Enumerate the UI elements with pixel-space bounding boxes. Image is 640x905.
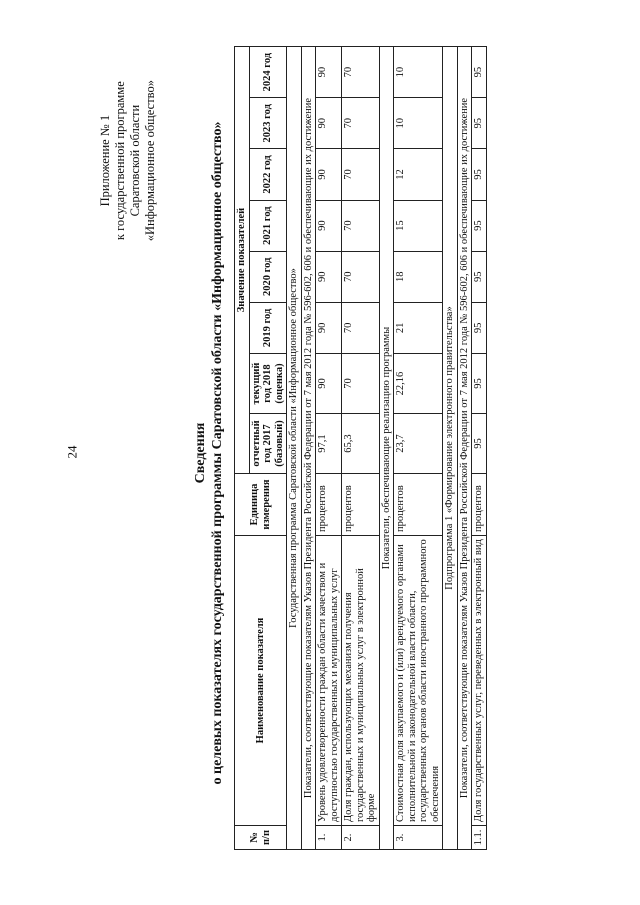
value-cell: 70 <box>342 149 380 200</box>
header-2021: 2021 год <box>249 200 287 251</box>
value-cell: 95 <box>472 354 487 414</box>
header-2022: 2022 год <box>249 149 287 200</box>
value-cell: 10 <box>394 98 443 149</box>
indicator-name: Доля граждан, использующих механизм получения государственных и муниципальных услуг в электронной форме <box>342 536 380 826</box>
table-row <box>394 47 443 850</box>
value-cell: 12 <box>394 149 443 200</box>
value-cell: 95 <box>472 251 487 302</box>
value-cell: 95 <box>472 149 487 200</box>
value-cell: 95 <box>472 302 487 353</box>
value-cell: 70 <box>342 47 380 98</box>
section-program: Государственная программа Саратовской области «Информационное общество» <box>287 47 302 850</box>
value-cell: 23,7 <box>394 414 443 474</box>
rotated-page <box>92 32 562 874</box>
header-unit: Единица измерения <box>235 474 287 536</box>
header-2023: 2023 год <box>249 98 287 149</box>
value-cell: 95 <box>472 200 487 251</box>
document-heading <box>192 32 226 874</box>
appendix-line-3: Саратовской области <box>128 104 142 217</box>
subsection-decrees: Показатели, соответствующие показателям Указов Президента Российской Федерации от 7 мая 2012 года № 596-602, 606 и обеспечивающие их достижение <box>301 47 316 850</box>
value-cell: 97,1 <box>316 414 342 474</box>
value-cell: 90 <box>316 251 342 302</box>
value-cell: 70 <box>342 354 380 414</box>
value-cell: 70 <box>342 251 380 302</box>
value-cell: 22,16 <box>394 354 443 414</box>
value-cell: 90 <box>316 98 342 149</box>
value-cell: 18 <box>394 251 443 302</box>
value-cell: 70 <box>342 98 380 149</box>
value-cell: 70 <box>342 302 380 353</box>
subsection-program-indicators: Показатели, обеспечивающие реализацию программы <box>379 47 394 850</box>
value-cell: 95 <box>472 414 487 474</box>
section-subprogram-1: Подпрограмма 1 «Формирование электронного правительства» <box>443 47 458 850</box>
value-cell: 95 <box>472 98 487 149</box>
header-2020: 2020 год <box>249 251 287 302</box>
indicator-name: Доля государственных услуг, переведенных в электронный вид <box>472 536 487 826</box>
header-2024: 2024 год <box>249 47 287 98</box>
row-number: 1. <box>316 826 342 850</box>
value-cell: 90 <box>316 354 342 414</box>
value-cell: 90 <box>316 302 342 353</box>
indicators-table <box>234 46 487 850</box>
value-cell: 90 <box>316 47 342 98</box>
appendix-line-4: «Информационное общество» <box>143 80 157 242</box>
row-number: 1.1. <box>472 826 487 850</box>
heading-title: Сведения <box>193 422 208 484</box>
page-number: 24 <box>64 445 80 459</box>
row-number: 3. <box>394 826 443 850</box>
row-number: 2. <box>342 826 380 850</box>
table-body <box>287 47 487 850</box>
header-name: Наименование показателя <box>235 536 287 826</box>
table-row <box>316 47 342 850</box>
value-cell: 15 <box>394 200 443 251</box>
header-2017: отчетный год 2017 (базовый) <box>249 414 287 474</box>
subsection-decrees-2: Показатели, соответствующие показателям Указов Президента Российской Федерации от 7 мая 2012 года № 596-602, 606 и обеспечивающие их достижение <box>457 47 472 850</box>
value-cell: 70 <box>342 200 380 251</box>
value-cell: 10 <box>394 47 443 98</box>
unit-cell: процентов <box>316 474 342 536</box>
unit-cell: процентов <box>342 474 380 536</box>
header-2018: текущий год 2018 (оценка) <box>249 354 287 414</box>
appendix-line-2: к государственной программе <box>113 81 127 241</box>
unit-cell: процентов <box>472 474 487 536</box>
unit-cell: процентов <box>394 474 443 536</box>
indicator-name: Уровень удовлетворенности граждан области качеством и доступностью государственных и муниципальных услуг <box>316 536 342 826</box>
value-cell: 90 <box>316 149 342 200</box>
value-cell: 65,3 <box>342 414 380 474</box>
value-cell: 90 <box>316 200 342 251</box>
header-num: № п/п <box>235 826 287 850</box>
header-2019: 2019 год <box>249 302 287 353</box>
header-values-group: Значение показателей <box>235 47 250 474</box>
appendix-line-1: Приложение № 1 <box>98 114 112 207</box>
heading-subtitle: о целевых показателях государственной программы Саратовской области «Информационное общество» <box>210 121 225 785</box>
table-row <box>472 47 487 850</box>
appendix-note <box>98 80 158 241</box>
value-cell: 95 <box>472 47 487 98</box>
table-row <box>342 47 380 850</box>
value-cell: 21 <box>394 302 443 353</box>
indicator-name: Стоимостная доля закупаемого и (или) арендуемого органами исполнительной и законодательной власти области, государственных органов области иностранного программного обеспечения <box>394 536 443 826</box>
